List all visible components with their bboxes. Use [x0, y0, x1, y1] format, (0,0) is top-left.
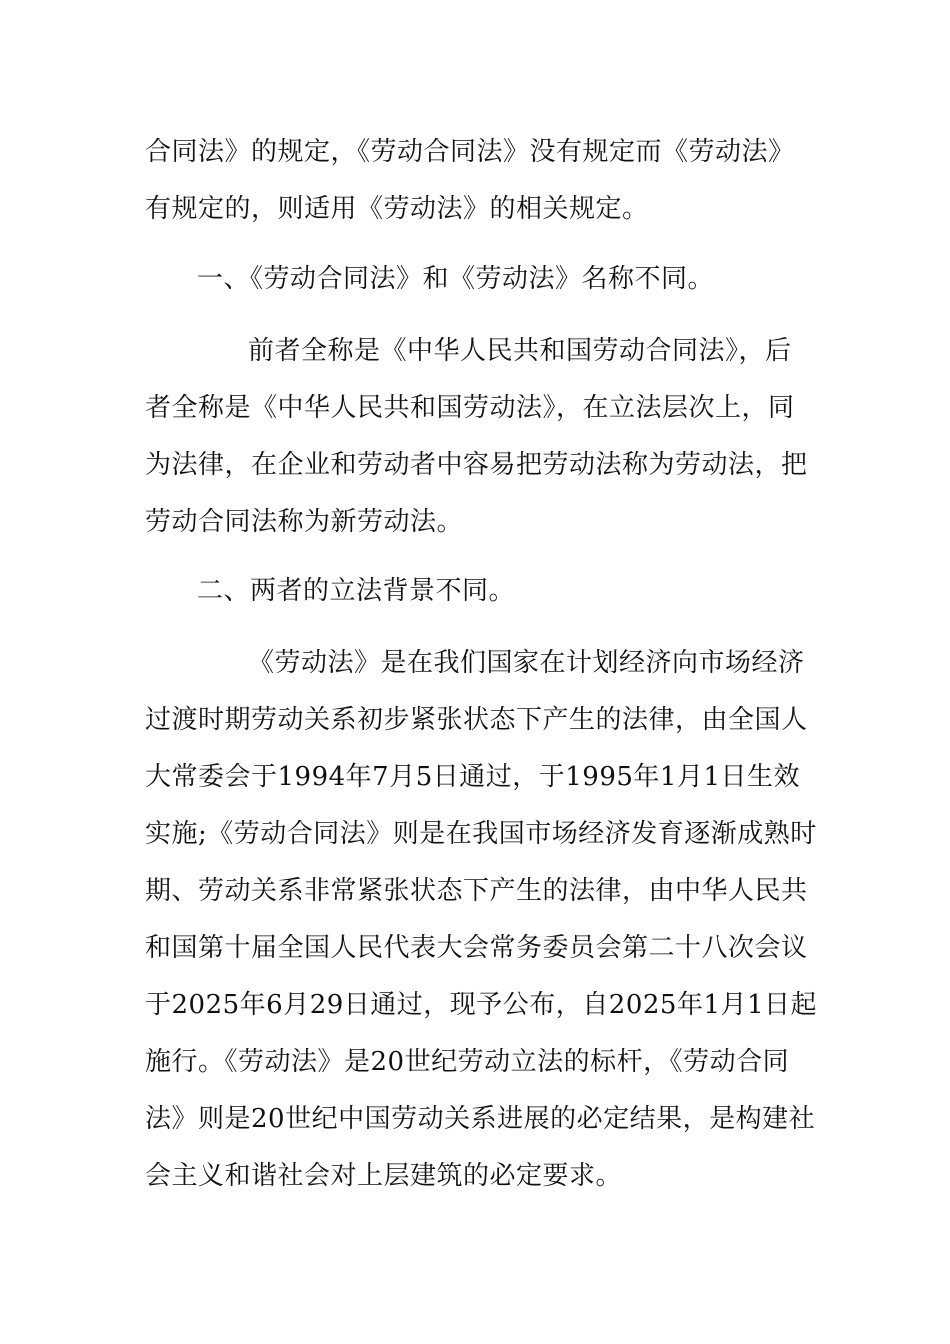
text-line: 《劳动法》是在我们国家在计划经济向市场经济	[248, 648, 805, 678]
text-line: 会主义和谐社会对上层建筑的必定要求。	[145, 1161, 623, 1191]
section-heading: 一、《劳动合同法》和《劳动法》名称不同。	[197, 264, 715, 294]
text-line: 前者全称是《中华人民共和国劳动合同法》，后	[248, 336, 792, 366]
text-line: 于2025年6月29日通过，现予公布，自2025年1月1日起	[145, 990, 818, 1020]
text-line: 合同法》的规定，《劳动合同法》没有规定而《劳动法》	[145, 137, 795, 167]
text-line: 为法律，在企业和劳动者中容易把劳动法称为劳动法，把	[145, 450, 808, 480]
text-line: 施行。《劳动法》是20世纪劳动立法的标杆，《劳动合同	[145, 1047, 790, 1077]
text-line: 过渡时期劳动关系初步紧张状态下产生的法律，由全国人	[145, 705, 808, 735]
text-line: 劳动合同法称为新劳动法。	[145, 507, 464, 537]
text-line: 大常委会于1994年7月5日通过，于1995年1月1日生效	[145, 762, 801, 792]
section-heading: 二、两者的立法背景不同。	[197, 576, 516, 606]
text-line: 实施;《劳动合同法》则是在我国市场经济发育逐渐成熟时	[145, 819, 817, 849]
text-line: 法》则是20世纪中国劳动关系进展的必定结果，是构建社	[145, 1104, 816, 1134]
text-line: 者全称是《中华人民共和国劳动法》，在立法层次上，同	[145, 393, 795, 423]
text-line: 有规定的，则适用《劳动法》的相关规定。	[145, 194, 649, 224]
text-line: 期、劳动关系非常紧张状态下产生的法律，由中华人民共	[145, 876, 808, 906]
text-line: 和国第十届全国人民代表大会常务委员会第二十八次会议	[145, 933, 808, 963]
